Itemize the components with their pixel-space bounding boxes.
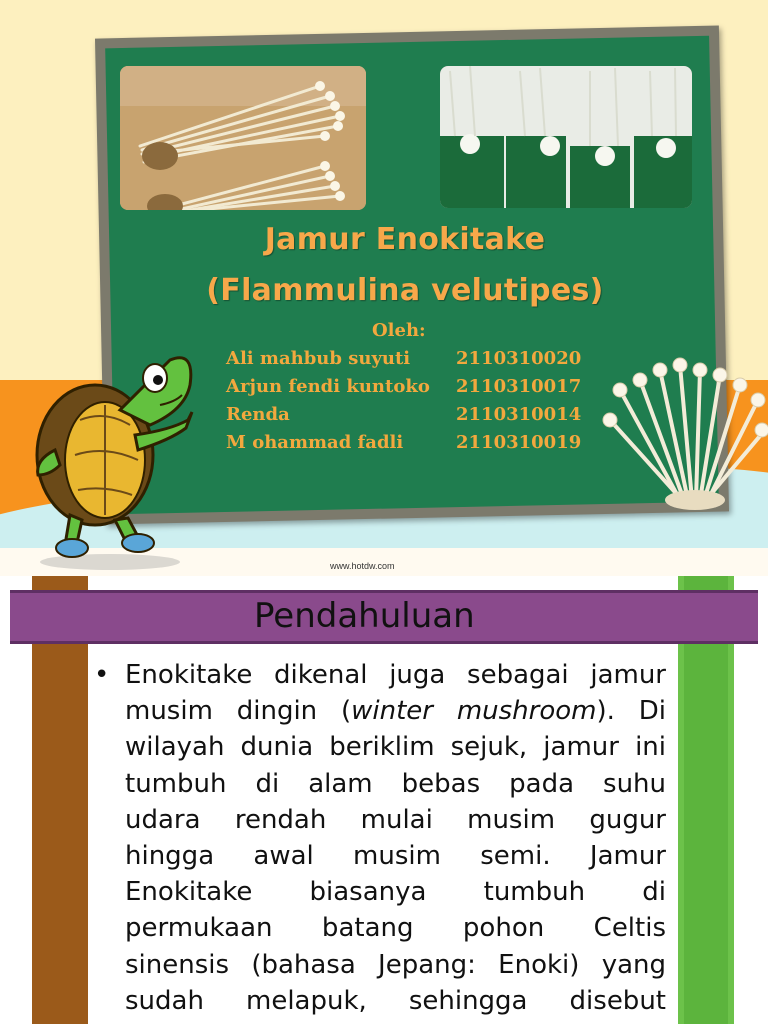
enoki-mushroom-icon — [600, 350, 768, 510]
body-line: tumbuh di alam bebas pada suhu — [125, 768, 666, 799]
turtle-mascot-icon — [20, 340, 220, 570]
author-row — [226, 348, 582, 369]
footer-url: www.hotdw.com — [330, 561, 395, 571]
by-label: Oleh: — [372, 320, 426, 341]
author-nim: 2110310014 — [456, 404, 582, 425]
body-line: udara rendah mulai musim gugur — [125, 804, 666, 835]
slide-heading: Pendahuluan — [254, 596, 475, 636]
body-line: sinensis (bahasa Jepang: Enoki) yang — [125, 949, 666, 980]
body-line: Enokitake biasanya tumbuh di — [125, 877, 666, 908]
body-line: musim dingin (winter mushroom). Di — [125, 696, 666, 727]
slide-2 — [0, 576, 768, 1024]
author-row — [226, 404, 582, 425]
body-line: permukaan batang pohon Celtis — [125, 913, 666, 944]
author-nim: 2110310017 — [456, 376, 582, 397]
slide-title-line-2: (Flammulina velutipes) — [206, 273, 604, 308]
author-row — [226, 376, 582, 397]
packaged-enoki-photo — [440, 66, 692, 208]
body-line: Enokitake dikenal juga sebagai jamur — [125, 660, 666, 690]
author-name: Arjun fendi kuntoko — [226, 376, 430, 397]
body-line: hingga awal musim semi. Jamur — [125, 840, 666, 871]
bullet-paragraph — [94, 657, 666, 1019]
author-name: Renda — [226, 404, 290, 425]
author-row — [226, 432, 582, 453]
author-nim: 2110310019 — [456, 432, 582, 453]
author-name: Ali mahbub suyuti — [226, 348, 411, 369]
body-line: wilayah dunia beriklim sejuk, jamur ini — [125, 732, 666, 763]
bullet-icon: • — [94, 660, 110, 690]
body-line: sudah melapuk, sehingga disebut — [125, 985, 666, 1016]
author-nim: 2110310020 — [456, 348, 582, 369]
slide-title-line-1: Jamur Enokitake — [264, 222, 546, 257]
enoki-photo — [120, 66, 366, 210]
author-name: M ohammad fadli — [226, 432, 404, 453]
